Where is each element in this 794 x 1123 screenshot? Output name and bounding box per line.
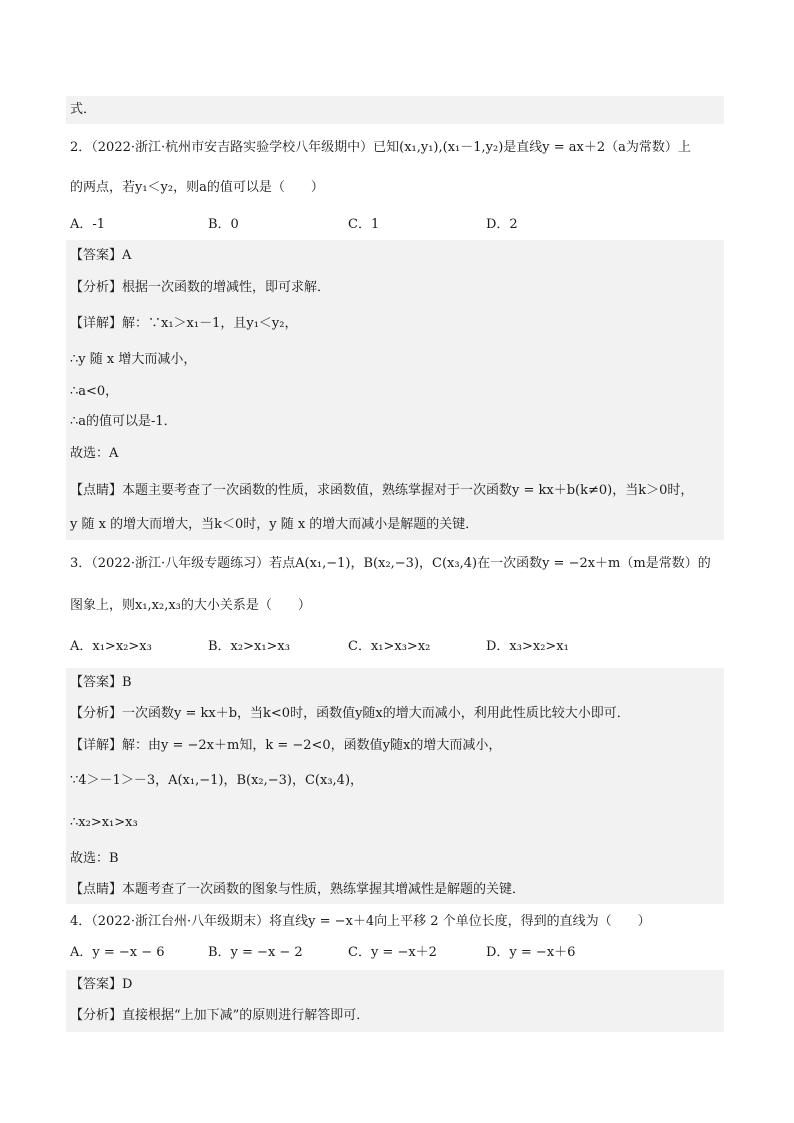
q3-stem-line2: 图象上，则x₁,x₂,x₃的大小关系是（ ）	[70, 598, 311, 613]
q2-detail: 【详解】解：∵x₁＞x₁－1，且y₁＜y₂，	[70, 316, 298, 331]
q2-option-c: C．1	[348, 217, 380, 232]
q3-step1: ∵4＞－1＞－3，A(x₁,−1)，B(x₂,−3)，C(x₃,4)，	[70, 773, 364, 788]
q2-comment-line1: 【点睛】本题主要考查了一次函数的性质，求函数值，熟练掌握对于一次函数y = kx＋b(k≠0)，当k＞0时，	[70, 483, 694, 498]
q3-answer: 【答案】B	[70, 675, 132, 690]
q2-comment-line2: y 随 x 的增大而增大，当k＜0时，y 随 x 的增大而减小是解题的关键．	[70, 517, 479, 532]
q1-tail: 式．	[70, 102, 97, 117]
q2-stem-line2: 的两点，若y₁＜y₂，则a的值可以是（ ）	[70, 180, 324, 195]
q3-stem-line1: 3．（2022·浙江·八年级专题练习）若点A(x₁,−1)，B(x₂,−3)，C(x₃,4)在一次函数y = −2x＋m（m是常数）的	[70, 556, 711, 571]
q4-option-d: D．y = −x＋6	[486, 945, 576, 960]
q3-step2: ∴x₂>x₁>x₃	[70, 815, 138, 830]
q3-option-b: B．x₂>x₁>x₃	[208, 639, 290, 654]
q2-step2: ∴a<0，	[70, 384, 119, 399]
q3-detail: 【详解】解：由y = −2x＋m知，k = −2<0，函数值y随x的增大而减小，	[70, 738, 502, 753]
q4-stem: 4．（2022·浙江台州·八年级期末）将直线y = −x＋4向上平移 2 个单位长度，得到的直线为（ ）	[70, 914, 651, 929]
q3-analysis: 【分析】一次函数y = kx＋b，当k<0时，函数值y随x的增大而减小，利用此性质比较大小即可．	[70, 706, 630, 721]
q4-option-c: C．y = −x＋2	[348, 945, 437, 960]
q3-comment: 【点睛】本题考查了一次函数的图象与性质，熟练掌握其增减性是解题的关键．	[70, 882, 526, 897]
q2-choose: 故选：A	[70, 446, 119, 461]
q2-analysis: 【分析】根据一次函数的增减性，即可求解．	[70, 280, 331, 295]
q2-step3: ∴a的值可以是-1．	[70, 414, 177, 429]
q1-tail-panel	[66, 96, 724, 124]
q3-choose: 故选：B	[70, 851, 119, 866]
q2-option-a: A．-1	[70, 217, 106, 232]
q3-option-a: A．x₁>x₂>x₃	[70, 639, 152, 654]
q4-option-b: B．y = −x − 2	[208, 945, 303, 960]
q4-answer: 【答案】D	[70, 977, 133, 992]
q4-analysis: 【分析】直接根据“上加下减”的原则进行解答即可．	[70, 1008, 370, 1023]
q2-option-b: B．0	[208, 217, 239, 232]
q2-option-d: D．2	[486, 217, 518, 232]
q3-option-d: D．x₃>x₂>x₁	[486, 639, 569, 654]
q2-answer: 【答案】A	[70, 248, 132, 263]
q4-option-a: A．y = −x − 6	[70, 945, 165, 960]
q2-step1: ∴y 随 x 增大而减小，	[70, 352, 197, 367]
q3-option-c: C．x₁>x₃>x₂	[348, 639, 431, 654]
q2-stem-line1: 2．（2022·浙江·杭州市安吉路实验学校八年级期中）已知(x₁,y₁),(x₁－1,y₂)是直线y = ax＋2（a为常数）上	[70, 140, 691, 155]
